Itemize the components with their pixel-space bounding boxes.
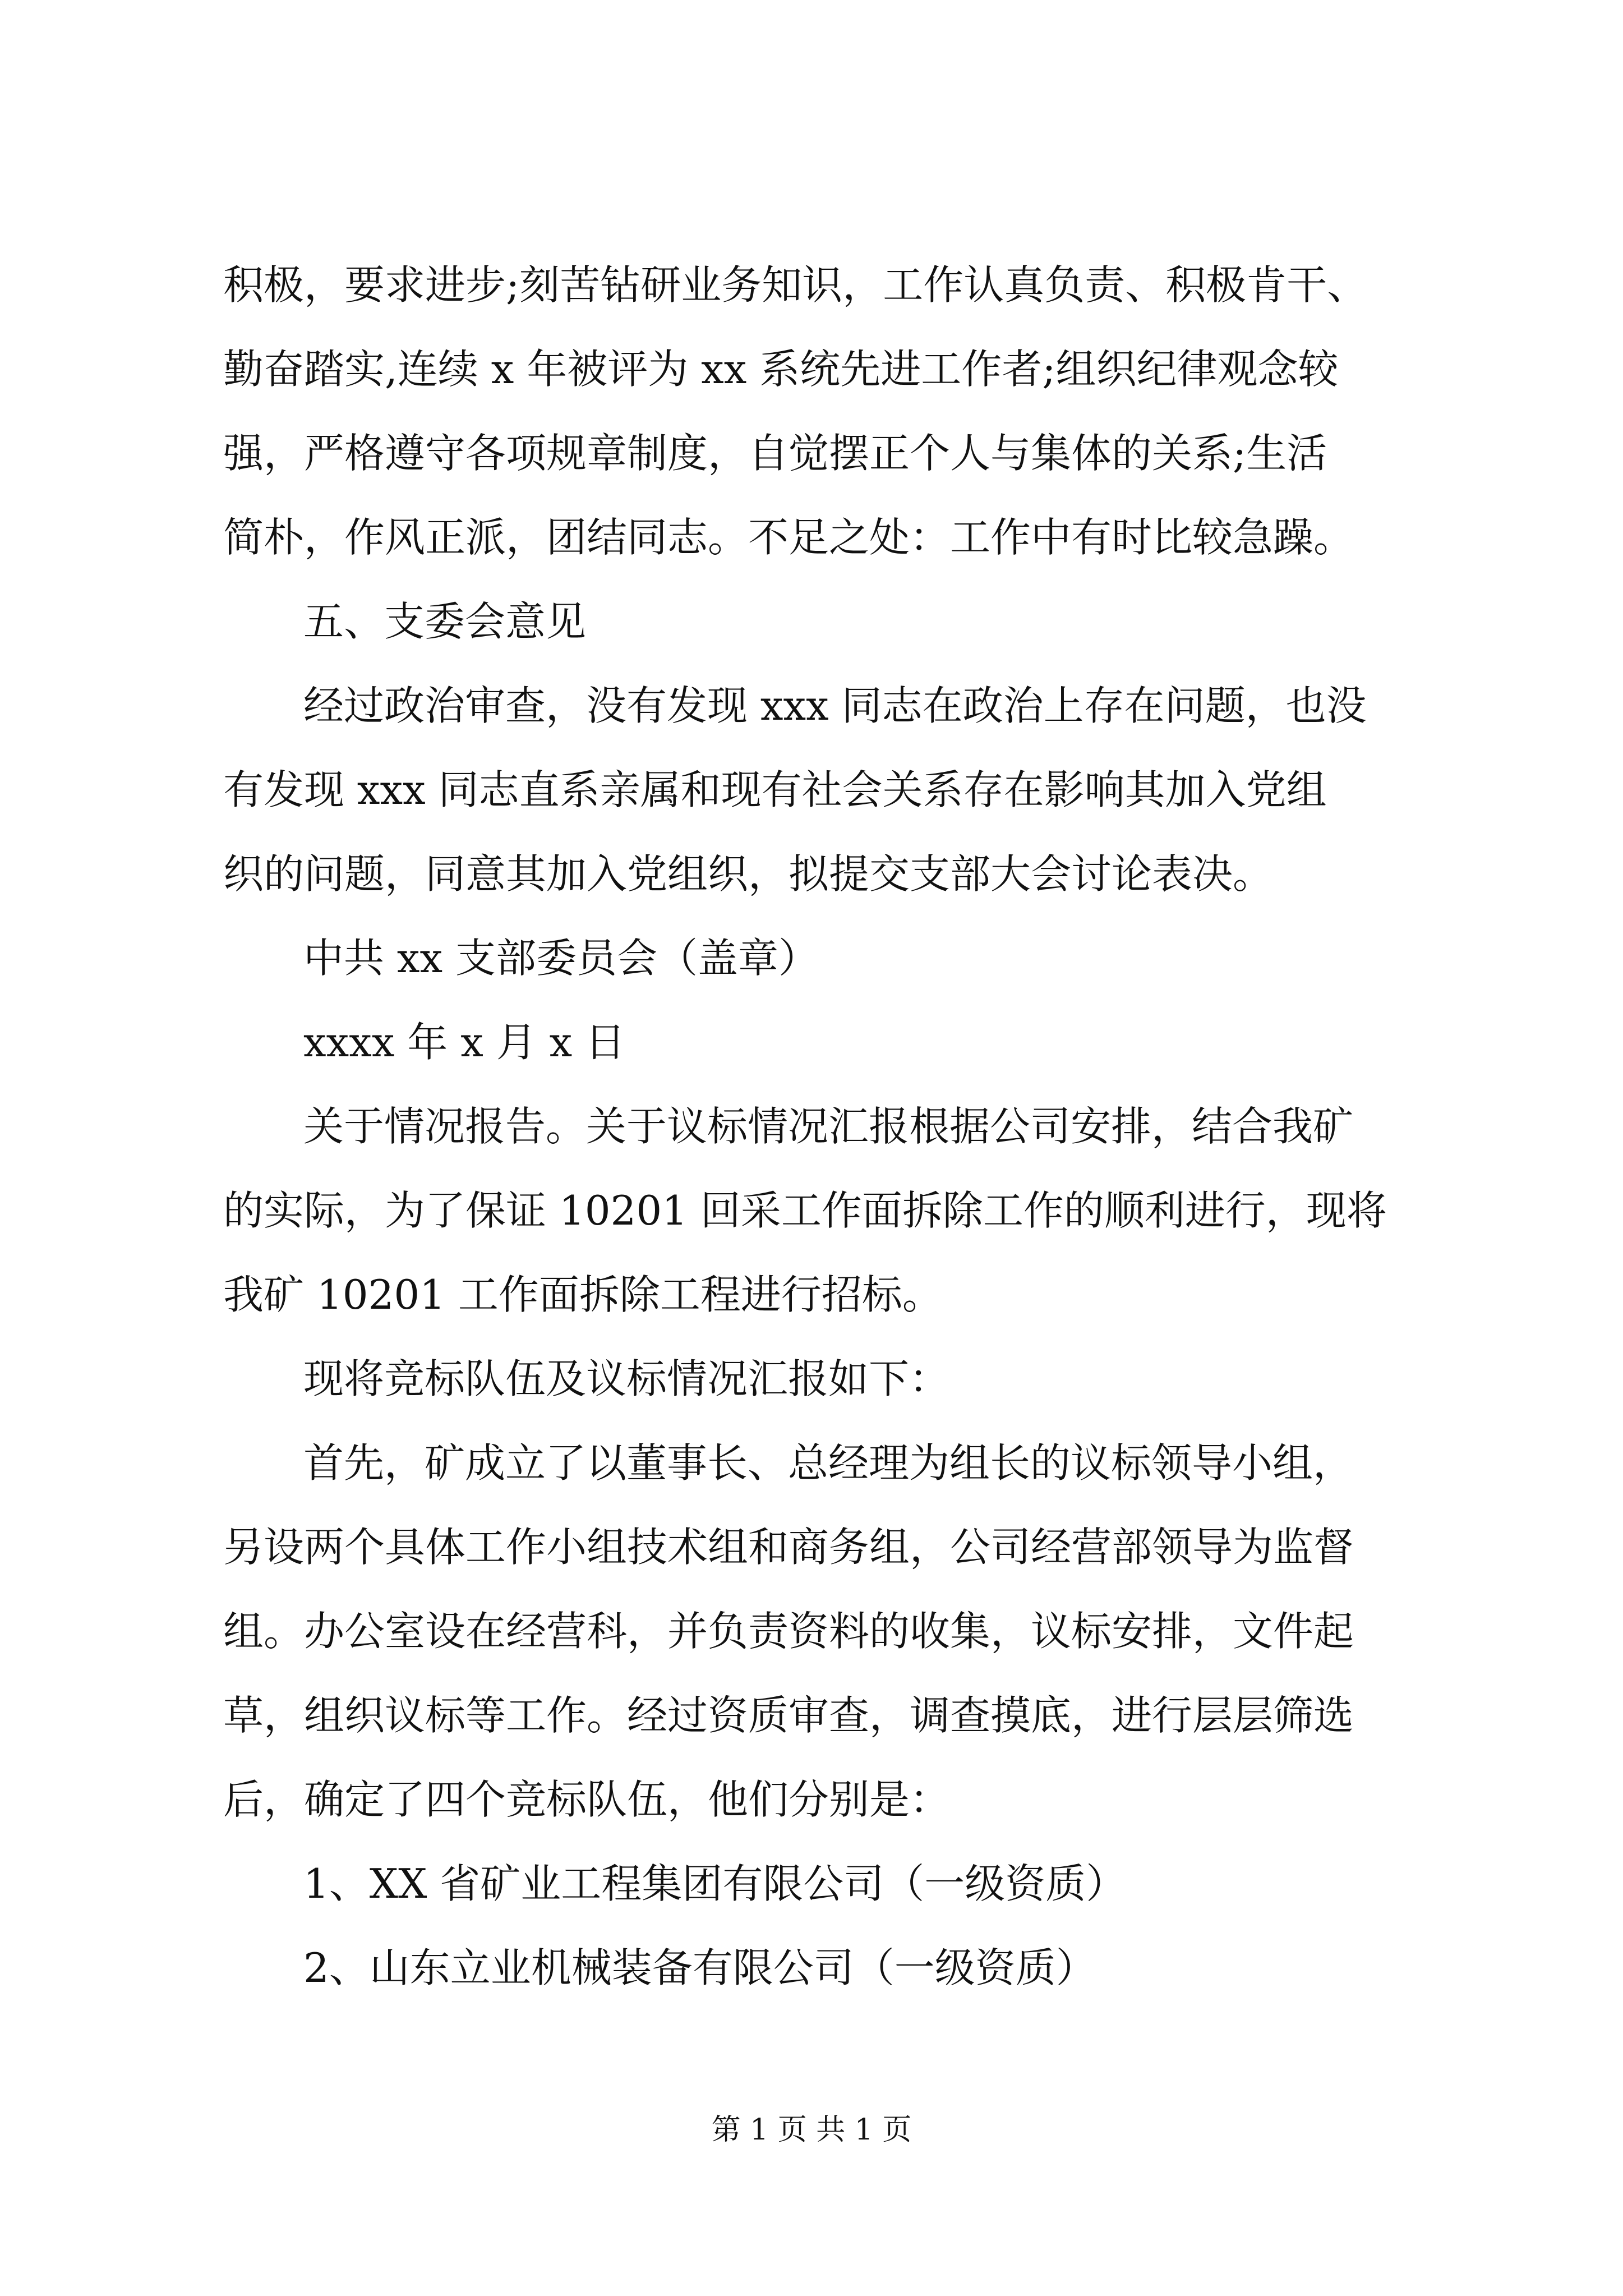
text-line: 勤奋踏实,连续 x 年被评为 xx 系统先进工作者;组织纪律观念较 xyxy=(223,346,1339,393)
text-line: 关于情况报告。关于议标情况汇报根据公司安排，结合我矿 xyxy=(303,1103,1354,1150)
text-line: 经过政治审查，没有发现 xxx 同志在政治上存在问题，也没 xyxy=(303,682,1367,729)
text-line: 现将竞标队伍及议标情况汇报如下： xyxy=(303,1355,950,1402)
text-line: 后，确定了四个竞标队伍，他们分别是： xyxy=(223,1776,951,1823)
text-line: 强，严格遵守各项规章制度，自觉摆正个人与集体的关系;生活 xyxy=(223,430,1327,477)
text-line: 组。办公室设在经营科，并负责资料的收集，议标安排，文件起 xyxy=(223,1608,1354,1655)
text-line: 有发现 xxx 同志直系亲属和现有社会关系存在影响其加入党组 xyxy=(223,766,1327,813)
text-line: 积极，要求进步;刻苦钻研业务知识，工作认真负责、积极肯干、 xyxy=(223,261,1368,309)
section-heading: 五、支委会意见 xyxy=(303,598,587,645)
list-item: 2、山东立业机械装备有限公司（一级资质） xyxy=(303,1944,1096,1991)
text-line: 我矿 10201 工作面拆除工程进行招标。 xyxy=(223,1271,943,1318)
text-line: 简朴，作风正派，团结同志。不足之处：工作中有时比较急躁。 xyxy=(223,514,1354,561)
text-line: 的实际，为了保证 10201 回采工作面拆除工作的顺利进行，现将 xyxy=(223,1187,1387,1234)
text-line: 草，组织议标等工作。经过资质审查，调查摸底，进行层层筛选 xyxy=(223,1692,1354,1739)
text-line: 另设两个具体工作小组技术组和商务组，公司经营部领导为监督 xyxy=(223,1524,1354,1571)
date-line: xxxx 年 x 月 x 日 xyxy=(303,1019,626,1066)
signature-line: 中共 xx 支部委员会（盖章） xyxy=(303,935,819,982)
text-line: 首先，矿成立了以董事长、总经理为组长的议标领导小组， xyxy=(303,1439,1354,1487)
page-footer: 第 1 页 共 1 页 xyxy=(711,2113,912,2147)
text-line: 织的问题，同意其加入党组织，拟提交支部大会讨论表决。 xyxy=(223,850,1274,898)
list-item: 1、XX 省矿业工程集团有限公司（一级资质） xyxy=(303,1860,1127,1907)
